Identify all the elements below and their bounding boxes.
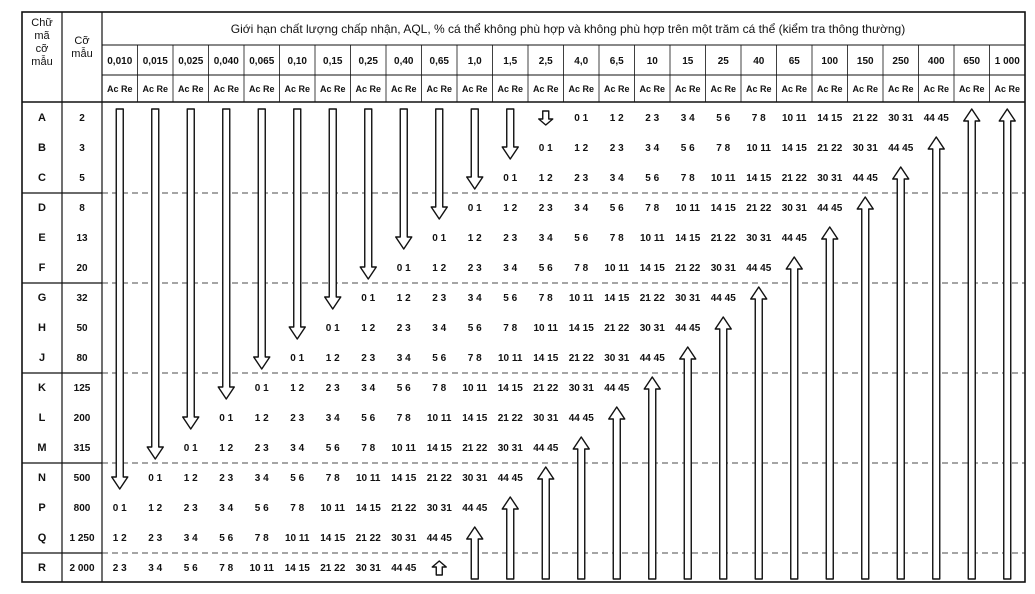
ac-re-value: 2 3 xyxy=(290,413,305,424)
row-letter: B xyxy=(38,142,46,154)
ac-re-value: 3 4 xyxy=(148,563,163,574)
row-letter: Q xyxy=(37,532,47,544)
row-size: 20 xyxy=(76,263,88,274)
ac-re-value: 0 1 xyxy=(432,233,447,244)
ac-re-value: 3 4 xyxy=(609,173,624,184)
ac-re-value: 44 45 xyxy=(781,233,807,244)
arrow-down-icon xyxy=(539,111,553,125)
ac-re-value: 30 31 xyxy=(746,233,772,244)
ac-re-value: 3 4 xyxy=(467,293,482,304)
aql-level: 15 xyxy=(682,56,694,67)
row-size: 3 xyxy=(79,143,85,154)
ac-re-value: 1 2 xyxy=(432,263,447,274)
ac-re-value: 14 15 xyxy=(497,383,523,394)
row-size: 1 250 xyxy=(69,533,95,544)
ac-re-value: 5 6 xyxy=(183,563,198,574)
ac-re-value: 21 22 xyxy=(533,383,559,394)
row-size: 32 xyxy=(76,293,88,304)
row-size: 2 000 xyxy=(69,563,95,574)
long-arrow-up-icon xyxy=(573,437,589,579)
row-size: 500 xyxy=(73,473,91,484)
ac-re-value: 14 15 xyxy=(533,353,559,364)
long-arrow-down-icon xyxy=(254,109,270,369)
row-size: 8 xyxy=(79,203,85,214)
table-frame xyxy=(22,12,1025,582)
ac-re-value: 0 1 xyxy=(183,443,198,454)
ac-re-value: 1 2 xyxy=(574,143,589,154)
aql-level: 0,25 xyxy=(358,56,378,67)
ac-re-value: 21 22 xyxy=(675,263,701,274)
ac-re-value: 21 22 xyxy=(391,503,417,514)
ac-re-value: 5 6 xyxy=(325,443,340,454)
ac-re-value: 44 45 xyxy=(746,263,772,274)
ac-re-value: 30 31 xyxy=(355,563,381,574)
ac-re-value: 3 4 xyxy=(503,263,518,274)
row-size: 80 xyxy=(76,353,88,364)
table-marks xyxy=(112,109,1016,579)
row-letter: E xyxy=(38,232,46,244)
long-arrow-down-icon xyxy=(396,109,412,249)
ac-re-value: 21 22 xyxy=(604,323,630,334)
ac-re-value: 14 15 xyxy=(568,323,594,334)
ac-re-value: 44 45 xyxy=(817,203,843,214)
ac-re-value: 1 2 xyxy=(503,203,518,214)
ac-re-value: 10 11 xyxy=(569,293,594,304)
ac-re-value: 7 8 xyxy=(503,323,518,334)
long-arrow-up-icon xyxy=(467,527,483,579)
ac-re-value: 7 8 xyxy=(574,263,589,274)
ac-re-value: 30 31 xyxy=(533,413,559,424)
ac-re-value: 21 22 xyxy=(497,413,523,424)
aql-level: 25 xyxy=(717,56,729,67)
aql-level: 0,025 xyxy=(178,56,204,67)
row-letter: N xyxy=(38,472,46,484)
long-arrow-down-icon xyxy=(147,109,163,459)
ac-re-label: Ac Re xyxy=(390,84,417,94)
ac-re-value: 7 8 xyxy=(538,293,553,304)
row-size: 200 xyxy=(73,413,91,424)
row-letter: G xyxy=(37,292,47,304)
ac-re-value: 1 2 xyxy=(361,323,376,334)
ac-re-label: Ac Re xyxy=(355,84,382,94)
ac-re-value: 10 11 xyxy=(462,383,487,394)
ac-re-value: 7 8 xyxy=(680,173,695,184)
ac-re-value: 3 4 xyxy=(396,353,411,364)
ac-re-value: 14 15 xyxy=(781,143,807,154)
aql-level: 0,40 xyxy=(394,56,414,67)
ac-re-label: Ac Re xyxy=(923,84,950,94)
row-letter: K xyxy=(38,382,46,394)
ac-re-value: 2 3 xyxy=(325,383,340,394)
ac-re-value: 14 15 xyxy=(320,533,346,544)
ac-re-label: Ac Re xyxy=(816,84,843,94)
ac-re-value: 10 11 xyxy=(320,503,345,514)
ac-re-value: 5 6 xyxy=(396,383,411,394)
ac-re-value: 0 1 xyxy=(574,113,589,124)
ac-re-value: 10 11 xyxy=(711,173,736,184)
ac-re-value: 10 11 xyxy=(746,143,771,154)
ac-re-value: 14 15 xyxy=(462,413,488,424)
row-letter: C xyxy=(38,172,46,184)
ac-re-value: 7 8 xyxy=(751,113,766,124)
ac-re-label: Ac Re xyxy=(177,84,204,94)
ac-re-label: Ac Re xyxy=(284,84,311,94)
ac-re-value: 21 22 xyxy=(568,353,594,364)
ac-re-label: Ac Re xyxy=(958,84,985,94)
ac-re-value: 0 1 xyxy=(112,503,127,514)
aql-level: 6,5 xyxy=(609,56,624,67)
ac-re-value: 1 2 xyxy=(396,293,411,304)
aql-level: 0,10 xyxy=(287,56,307,67)
long-arrow-up-icon xyxy=(751,287,767,579)
ac-re-value: 7 8 xyxy=(396,413,411,424)
ac-re-value: 3 4 xyxy=(432,323,447,334)
ac-re-value: 3 4 xyxy=(645,143,660,154)
ac-re-value: 21 22 xyxy=(320,563,346,574)
ac-re-label: Ac Re xyxy=(248,84,275,94)
aql-level: 0,065 xyxy=(249,56,275,67)
long-arrow-down-icon xyxy=(112,109,128,489)
ac-re-value: 7 8 xyxy=(219,563,234,574)
ac-re-value: 21 22 xyxy=(746,203,772,214)
ac-re-value: 5 6 xyxy=(716,113,731,124)
ac-re-value: 3 4 xyxy=(325,413,340,424)
ac-re-value: 2 3 xyxy=(538,203,553,214)
aql-level: 0,015 xyxy=(142,56,168,67)
ac-re-value: 7 8 xyxy=(645,203,660,214)
ac-re-value: 1 2 xyxy=(112,533,127,544)
ac-re-value: 10 11 xyxy=(356,473,381,484)
ac-re-value: 44 45 xyxy=(462,503,488,514)
ac-re-value: 30 31 xyxy=(391,533,417,544)
long-arrow-up-icon xyxy=(928,137,944,579)
ac-re-value: 7 8 xyxy=(609,233,624,244)
ac-re-value: 14 15 xyxy=(817,113,843,124)
long-arrow-down-icon xyxy=(431,109,447,219)
ac-re-label: Ac Re xyxy=(142,84,169,94)
ac-re-label: Ac Re xyxy=(603,84,630,94)
ac-re-value: 5 6 xyxy=(538,263,553,274)
ac-re-value: 44 45 xyxy=(497,473,523,484)
ac-re-label: Ac Re xyxy=(213,84,240,94)
header-col-letter-1: Chữ xyxy=(31,17,53,29)
ac-re-value: 3 4 xyxy=(574,203,589,214)
row-size: 2 xyxy=(79,113,85,124)
ac-re-value: 44 45 xyxy=(568,413,594,424)
ac-re-label: Ac Re xyxy=(781,84,808,94)
ac-re-value: 2 3 xyxy=(219,473,234,484)
ac-re-value: 2 3 xyxy=(503,233,518,244)
ac-re-value: 10 11 xyxy=(675,203,700,214)
ac-re-value: 44 45 xyxy=(675,323,701,334)
table-body xyxy=(37,112,95,574)
ac-re-value: 30 31 xyxy=(888,113,914,124)
ac-re-value: 14 15 xyxy=(710,203,736,214)
long-arrow-up-icon xyxy=(964,109,980,579)
ac-re-value: 10 11 xyxy=(249,563,274,574)
long-arrow-up-icon xyxy=(786,257,802,579)
ac-re-value: 14 15 xyxy=(355,503,381,514)
ac-re-value: 2 3 xyxy=(112,563,127,574)
ac-re-value: 30 31 xyxy=(462,473,488,484)
ac-re-value: 21 22 xyxy=(639,293,665,304)
ac-re-value: 30 31 xyxy=(781,203,807,214)
row-letter: H xyxy=(38,322,46,334)
long-arrow-down-icon xyxy=(467,109,483,189)
ac-re-value: 21 22 xyxy=(781,173,807,184)
ac-re-value: 7 8 xyxy=(467,353,482,364)
ac-re-value: 44 45 xyxy=(888,143,914,154)
ac-re-value: 2 3 xyxy=(574,173,589,184)
ac-re-value: 7 8 xyxy=(290,503,305,514)
aql-level: 0,65 xyxy=(429,56,449,67)
row-letter: M xyxy=(37,442,47,454)
long-arrow-down-icon xyxy=(289,109,305,339)
ac-re-label: Ac Re xyxy=(852,84,879,94)
ac-re-value: 44 45 xyxy=(852,173,878,184)
ac-re-value: 0 1 xyxy=(254,383,269,394)
long-arrow-down-icon xyxy=(360,109,376,279)
ac-re-value: 10 11 xyxy=(640,233,665,244)
ac-re-value: 2 3 xyxy=(183,503,198,514)
header-col-size-2: mẫu xyxy=(71,48,93,60)
ac-re-label: Ac Re xyxy=(426,84,453,94)
ac-re-value: 14 15 xyxy=(639,263,665,274)
ac-re-value: 30 31 xyxy=(604,353,630,364)
ac-re-value: 30 31 xyxy=(675,293,701,304)
row-letter: P xyxy=(38,502,46,514)
ac-re-value: 7 8 xyxy=(361,443,376,454)
ac-re-label: Ac Re xyxy=(674,84,701,94)
row-size: 315 xyxy=(73,443,91,454)
aql-level: 0,010 xyxy=(107,56,133,67)
aql-level: 100 xyxy=(821,56,839,67)
ac-re-value: 0 1 xyxy=(325,323,340,334)
ac-re-value: 1 2 xyxy=(325,353,340,364)
ac-re-value: 10 11 xyxy=(285,533,310,544)
long-arrow-up-icon xyxy=(502,497,518,579)
long-arrow-up-icon xyxy=(822,227,838,579)
ac-re-value: 3 4 xyxy=(219,503,234,514)
long-arrow-down-icon xyxy=(325,109,341,309)
ac-re-value: 44 45 xyxy=(710,293,736,304)
ac-re-label: Ac Re xyxy=(461,84,488,94)
ac-re-value: 14 15 xyxy=(426,443,452,454)
ac-re-value: 44 45 xyxy=(533,443,559,454)
long-arrow-up-icon xyxy=(857,197,873,579)
ac-re-value: 5 6 xyxy=(254,503,269,514)
ac-re-value: 3 4 xyxy=(183,533,198,544)
ac-re-value: 10 11 xyxy=(427,413,452,424)
ac-re-value: 14 15 xyxy=(604,293,630,304)
ac-re-value: 1 2 xyxy=(290,383,305,394)
aql-level: 400 xyxy=(927,56,945,67)
ac-re-value: 3 4 xyxy=(254,473,269,484)
ac-re-value: 10 11 xyxy=(604,263,629,274)
ac-re-label: Ac Re xyxy=(887,84,914,94)
ac-re-value: 2 3 xyxy=(609,143,624,154)
ac-re-value: 5 6 xyxy=(645,173,660,184)
ac-re-value: 1 2 xyxy=(467,233,482,244)
ac-re-value: 44 45 xyxy=(426,533,452,544)
row-size: 800 xyxy=(73,503,91,514)
ac-re-value: 2 3 xyxy=(361,353,376,364)
ac-re-value: 0 1 xyxy=(361,293,376,304)
ac-re-value: 10 11 xyxy=(533,323,558,334)
ac-re-label: Ac Re xyxy=(994,84,1021,94)
ac-re-value: 30 31 xyxy=(426,503,452,514)
ac-re-value: 3 4 xyxy=(538,233,553,244)
ac-re-value: 1 2 xyxy=(183,473,198,484)
ac-re-value: 2 3 xyxy=(467,263,482,274)
ac-re-label: Ac Re xyxy=(532,84,559,94)
ac-re-value: 1 2 xyxy=(148,503,163,514)
row-size: 125 xyxy=(73,383,91,394)
ac-re-value: 5 6 xyxy=(361,413,376,424)
ac-re-value: 5 6 xyxy=(609,203,624,214)
aql-level: 1 000 xyxy=(994,56,1020,67)
ac-re-value: 1 2 xyxy=(609,113,624,124)
ac-re-value: 0 1 xyxy=(538,143,553,154)
ac-re-value: 3 4 xyxy=(680,113,695,124)
ac-re-label: Ac Re xyxy=(745,84,772,94)
ac-re-value: 30 31 xyxy=(817,173,843,184)
arrow-up-icon xyxy=(432,561,446,575)
ac-re-value: 7 8 xyxy=(432,383,447,394)
ac-re-value: 30 31 xyxy=(852,143,878,154)
ac-re-value: 21 22 xyxy=(426,473,452,484)
ac-re-value: 5 6 xyxy=(290,473,305,484)
ac-re-value: 44 45 xyxy=(604,383,630,394)
long-arrow-up-icon xyxy=(999,109,1015,579)
aql-level: 0,040 xyxy=(213,56,239,67)
ac-re-value: 30 31 xyxy=(497,443,523,454)
long-arrow-down-icon xyxy=(502,109,518,159)
ac-re-value: 10 11 xyxy=(782,113,807,124)
aql-level: 250 xyxy=(892,56,910,67)
ac-re-value: 2 3 xyxy=(254,443,269,454)
aql-level: 10 xyxy=(646,56,658,67)
row-letter: D xyxy=(38,202,46,214)
row-letter: J xyxy=(38,352,46,364)
ac-re-value: 2 3 xyxy=(645,113,660,124)
ac-re-value: 5 6 xyxy=(432,353,447,364)
ac-re-value: 0 1 xyxy=(503,173,518,184)
ac-re-value: 2 3 xyxy=(396,323,411,334)
ac-re-value: 44 45 xyxy=(639,353,665,364)
aql-level: 40 xyxy=(753,56,765,67)
ac-re-value: 1 2 xyxy=(219,443,234,454)
ac-re-value: 10 11 xyxy=(498,353,523,364)
aql-level: 65 xyxy=(788,56,800,67)
aql-level: 1,0 xyxy=(467,56,482,67)
row-size: 5 xyxy=(79,173,85,184)
ac-re-value: 1 2 xyxy=(254,413,269,424)
ac-re-value: 21 22 xyxy=(817,143,843,154)
ac-re-value: 3 4 xyxy=(361,383,376,394)
ac-re-value: 21 22 xyxy=(462,443,488,454)
row-size: 50 xyxy=(76,323,88,334)
ac-re-label: Ac Re xyxy=(639,84,666,94)
header-col-letter-2: mã xyxy=(34,30,50,42)
ac-re-label: Ac Re xyxy=(319,84,346,94)
ac-re-value: 14 15 xyxy=(284,563,310,574)
aql-level: 650 xyxy=(963,56,981,67)
row-letter: A xyxy=(38,112,46,124)
ac-re-value: 30 31 xyxy=(639,323,665,334)
long-arrow-up-icon xyxy=(715,317,731,579)
ac-re-value: 30 31 xyxy=(710,263,736,274)
long-arrow-up-icon xyxy=(644,377,660,579)
aql-level: 1,5 xyxy=(503,56,518,67)
ac-re-value: 2 3 xyxy=(432,293,447,304)
aql-level: 4,0 xyxy=(574,56,589,67)
header-col-size-1: Cỡ xyxy=(74,35,90,47)
ac-re-label: Ac Re xyxy=(497,84,524,94)
ac-re-value: 21 22 xyxy=(355,533,381,544)
ac-re-value: 5 6 xyxy=(219,533,234,544)
aql-level: 0,15 xyxy=(323,56,343,67)
ac-re-value: 0 1 xyxy=(219,413,234,424)
ac-re-value: 2 3 xyxy=(148,533,163,544)
ac-re-value: 7 8 xyxy=(254,533,269,544)
ac-re-value: 14 15 xyxy=(391,473,417,484)
long-arrow-up-icon xyxy=(538,467,554,579)
ac-re-value: 14 15 xyxy=(675,233,701,244)
header-col-letter-3: cỡ xyxy=(35,43,49,55)
ac-re-value: 44 45 xyxy=(923,113,949,124)
ac-re-value: 0 1 xyxy=(148,473,163,484)
ac-re-value: 5 6 xyxy=(503,293,518,304)
ac-re-value: 10 11 xyxy=(391,443,416,454)
ac-re-value: 30 31 xyxy=(568,383,594,394)
row-letter: F xyxy=(38,262,46,274)
row-letter: L xyxy=(38,412,46,424)
ac-re-value: 21 22 xyxy=(852,113,878,124)
aql-level: 150 xyxy=(856,56,874,67)
long-arrow-down-icon xyxy=(183,109,199,429)
ac-re-value: 5 6 xyxy=(574,233,589,244)
ac-re-value: 3 4 xyxy=(290,443,305,454)
ac-re-value: 21 22 xyxy=(710,233,736,244)
ac-re-value: 5 6 xyxy=(467,323,482,334)
ac-re-value: 14 15 xyxy=(746,173,772,184)
row-size: 13 xyxy=(76,233,88,244)
ac-re-label: Ac Re xyxy=(568,84,595,94)
ac-re-value: 1 2 xyxy=(538,173,553,184)
aql-level: 2,5 xyxy=(538,56,553,67)
ac-re-label: Ac Re xyxy=(710,84,737,94)
ac-re-value: 44 45 xyxy=(391,563,417,574)
header-title: Giới hạn chất lượng chấp nhận, AQL, % cá thể không phù hợp và không phù hợp trên một trăm cá thể (kiểm tra thông thường) xyxy=(230,22,906,36)
long-arrow-down-icon xyxy=(218,109,234,399)
header-col-letter-4: mẫu xyxy=(31,56,53,68)
ac-re-value: 0 1 xyxy=(467,203,482,214)
row-letter: R xyxy=(38,562,46,574)
ac-re-value: 7 8 xyxy=(325,473,340,484)
table-grid xyxy=(22,12,1025,582)
ac-re-value: 5 6 xyxy=(680,143,695,154)
ac-re-value: 0 1 xyxy=(396,263,411,274)
ac-re-label: Ac Re xyxy=(106,84,133,94)
ac-re-value: 0 1 xyxy=(290,353,305,364)
ac-re-value: 7 8 xyxy=(716,143,731,154)
